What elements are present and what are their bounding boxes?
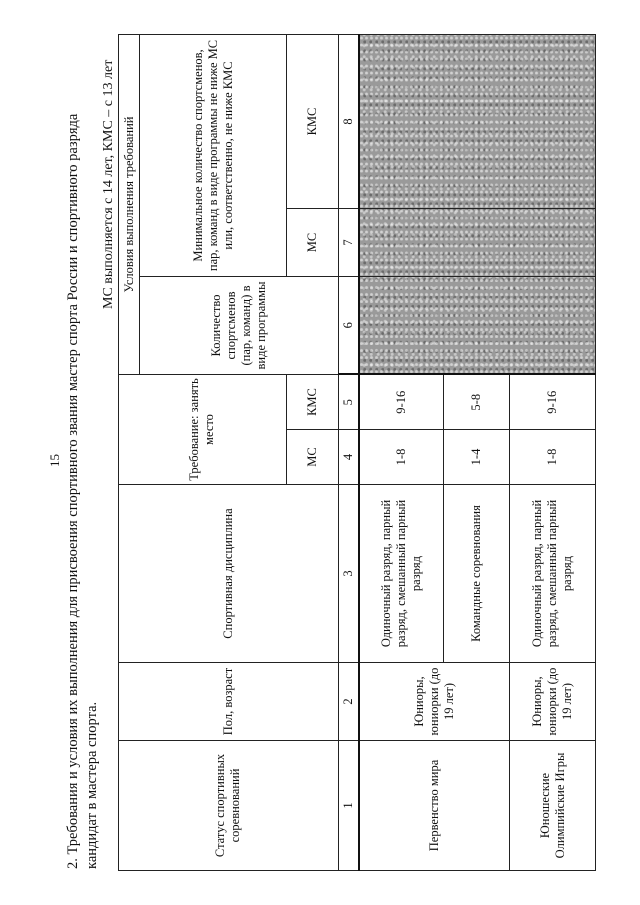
row-kms-place: 9-16	[510, 375, 596, 430]
shaded-ms-cell	[359, 209, 596, 277]
row-ms-place: 1-8	[359, 430, 443, 485]
column-number: 8	[338, 35, 359, 209]
header-requirement: Требование: занять место	[119, 375, 287, 485]
requirements-table	[118, 34, 596, 871]
row-discipline: Командные соревнования	[443, 485, 509, 663]
header-cond-kms: КМС	[286, 35, 338, 209]
header-gender-age: Пол, возраст	[119, 663, 339, 741]
shaded-count-cell	[359, 277, 596, 375]
column-number: 7	[338, 209, 359, 277]
row-status: Юношеские Олимпийские Игры	[510, 741, 596, 871]
header-conditions: Условия выполнения требований	[119, 35, 140, 375]
header-kms: КМС	[286, 375, 338, 430]
column-number: 6	[338, 277, 359, 375]
column-number: 5	[338, 375, 359, 430]
column-number: 1	[338, 741, 359, 871]
column-number: 4	[338, 430, 359, 485]
row-gender-age: Юниоры, юниорки (до 19 лет)	[510, 663, 596, 741]
page-number: 15	[47, 454, 62, 467]
column-number: 2	[338, 663, 359, 741]
row-discipline: Одиночный разряд, парный разряд, смешанный парный разряд	[510, 485, 596, 663]
shaded-kms-cell	[359, 35, 596, 209]
header-participant-count: Количество спортсменов (пар, команд) в виде программы	[140, 277, 338, 375]
header-discipline: Спортивная дисциплина	[119, 485, 339, 663]
header-ms: МС	[286, 430, 338, 485]
section-heading: 2. Требования и условия их выполнения для присвоения спортивного звания мастер спорта России и спортивного разряда кандидат в мастера спорта.	[65, 113, 100, 869]
column-number: 3	[338, 485, 359, 663]
row-discipline: Одиночный разряд, парный разряд, смешанный парный разряд	[359, 485, 443, 663]
row-ms-place: 1-8	[510, 430, 596, 485]
row-status: Первенство мира	[359, 741, 510, 871]
age-note: МС выполняется с 14 лет, КМС – с 13 лет	[101, 59, 116, 309]
row-gender-age: Юниоры, юниорки (до 19 лет)	[359, 663, 510, 741]
header-status: Статус спортивных соревнований	[119, 741, 339, 871]
row-kms-place: 5-8	[443, 375, 509, 430]
header-cond-ms: МС	[286, 209, 338, 277]
row-kms-place: 9-16	[359, 375, 443, 430]
header-min-count: Минимальное количество спортсменов, пар, команд в виде программы не ниже МС или, соответственно, не ниже КМС	[140, 35, 286, 277]
row-ms-place: 1-4	[443, 430, 509, 485]
